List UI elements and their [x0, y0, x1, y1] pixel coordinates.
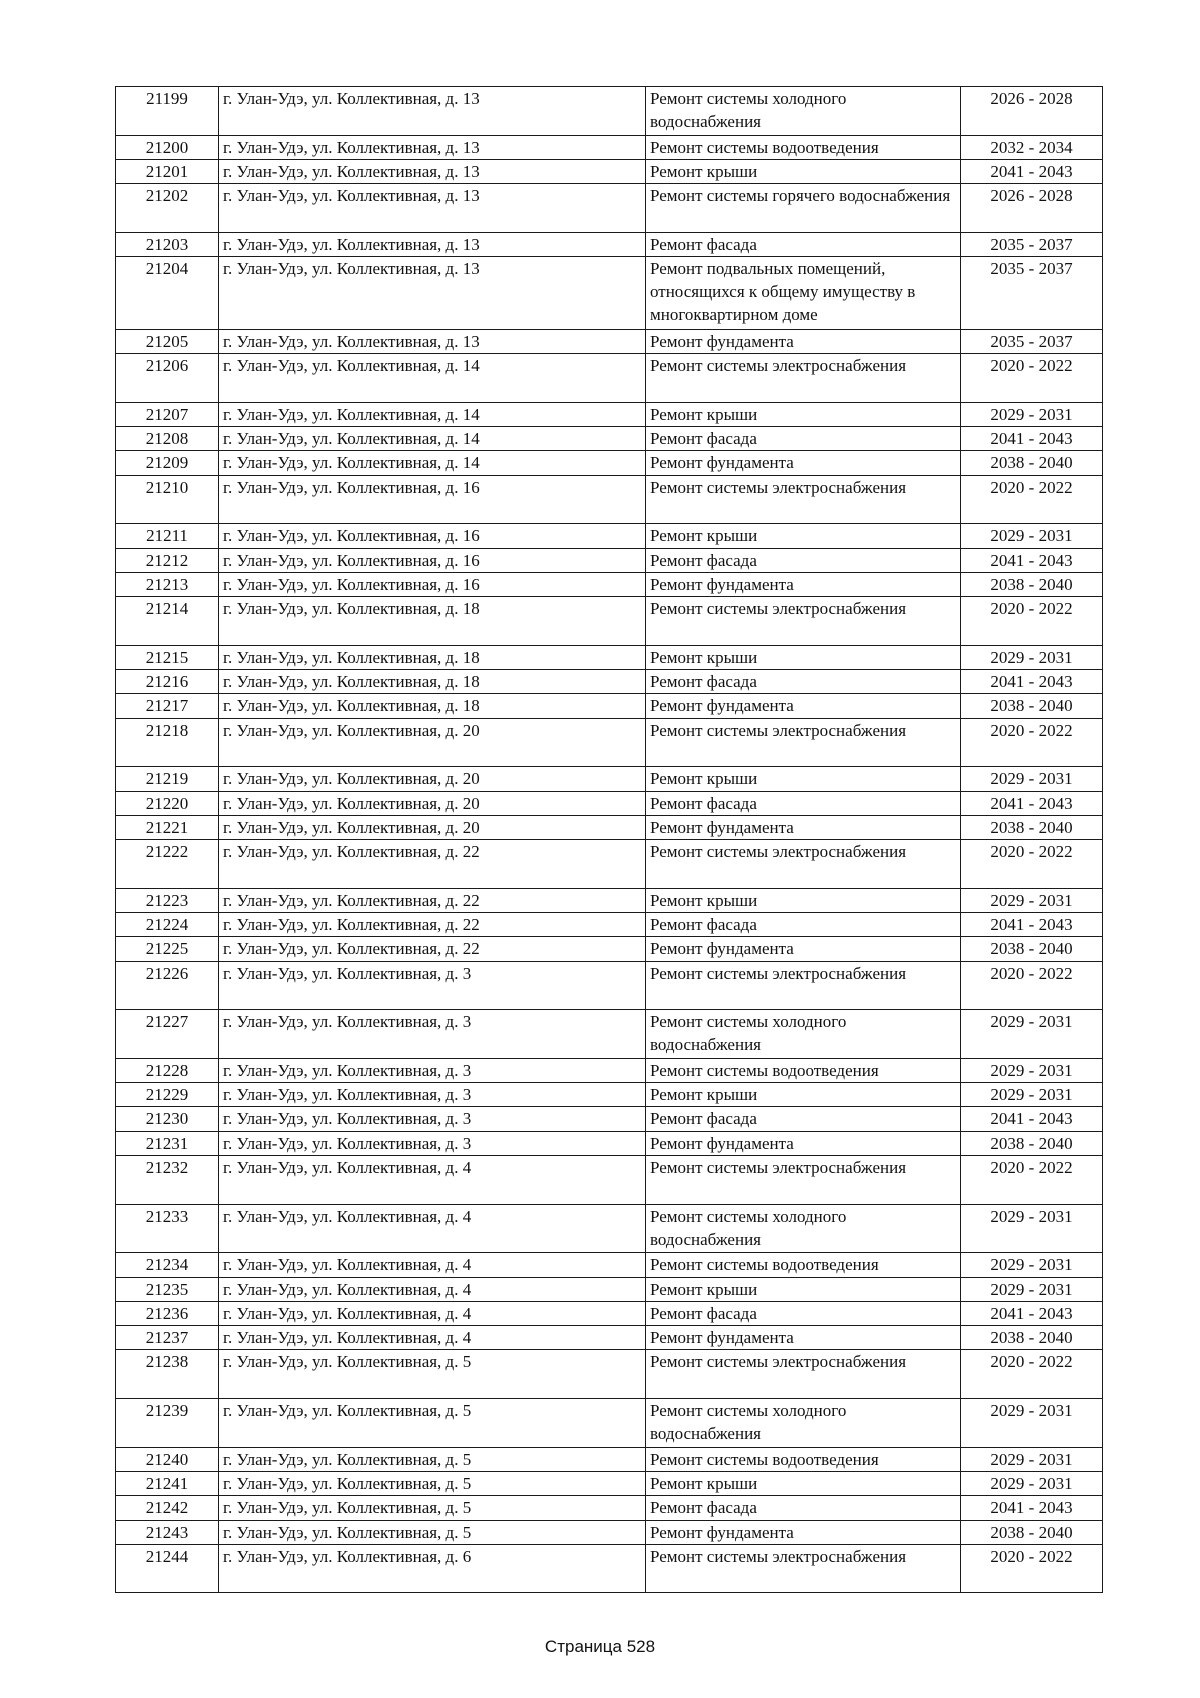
row-number: 21214 — [116, 597, 219, 646]
row-address: г. Улан-Удэ, ул. Коллективная, д. 4 — [219, 1301, 646, 1325]
row-address: г. Улан-Удэ, ул. Коллективная, д. 14 — [219, 402, 646, 426]
row-work-type: Ремонт фундамента — [646, 1326, 961, 1350]
row-number: 21218 — [116, 718, 219, 767]
row-work-type: Ремонт системы горячего водоснабжения — [646, 184, 961, 233]
row-work-type: Ремонт фундамента — [646, 1520, 961, 1544]
row-number: 21228 — [116, 1058, 219, 1082]
table-row — [116, 913, 1103, 937]
row-work-type: Ремонт крыши — [646, 1277, 961, 1301]
row-address: г. Улан-Удэ, ул. Коллективная, д. 16 — [219, 524, 646, 548]
table-row — [116, 937, 1103, 961]
row-work-type: Ремонт подвальных помещений, относящихся к общему имуществу в многоквартирном доме — [646, 257, 961, 330]
row-period: 2029 - 2031 — [961, 767, 1103, 791]
row-number: 21207 — [116, 402, 219, 426]
row-work-type: Ремонт системы водоотведения — [646, 1447, 961, 1471]
row-number: 21225 — [116, 937, 219, 961]
row-work-type: Ремонт фундамента — [646, 572, 961, 596]
table-row — [116, 1399, 1103, 1448]
table-row — [116, 427, 1103, 451]
row-number: 21221 — [116, 815, 219, 839]
row-number: 21234 — [116, 1253, 219, 1277]
row-work-type: Ремонт фасада — [646, 232, 961, 256]
table-row — [116, 670, 1103, 694]
row-number: 21237 — [116, 1326, 219, 1350]
row-number: 21199 — [116, 87, 219, 136]
row-address: г. Улан-Удэ, ул. Коллективная, д. 20 — [219, 767, 646, 791]
table-row — [116, 1010, 1103, 1059]
row-work-type: Ремонт крыши — [646, 159, 961, 183]
table-row — [116, 645, 1103, 669]
table-row — [116, 1544, 1103, 1593]
row-period: 2038 - 2040 — [961, 694, 1103, 718]
row-address: г. Улан-Удэ, ул. Коллективная, д. 5 — [219, 1350, 646, 1399]
row-number: 21243 — [116, 1520, 219, 1544]
row-address: г. Улан-Удэ, ул. Коллективная, д. 5 — [219, 1520, 646, 1544]
table-row — [116, 159, 1103, 183]
row-period: 2020 - 2022 — [961, 840, 1103, 889]
table-row — [116, 402, 1103, 426]
row-number: 21200 — [116, 135, 219, 159]
row-work-type: Ремонт крыши — [646, 767, 961, 791]
row-work-type: Ремонт крыши — [646, 1083, 961, 1107]
row-address: г. Улан-Удэ, ул. Коллективная, д. 5 — [219, 1399, 646, 1448]
table-row — [116, 1058, 1103, 1082]
row-number: 21240 — [116, 1447, 219, 1471]
row-work-type: Ремонт системы водоотведения — [646, 1253, 961, 1277]
row-period: 2029 - 2031 — [961, 1010, 1103, 1059]
row-address: г. Улан-Удэ, ул. Коллективная, д. 14 — [219, 451, 646, 475]
table-row — [116, 524, 1103, 548]
table-row — [116, 1253, 1103, 1277]
table-row — [116, 1447, 1103, 1471]
row-work-type: Ремонт фасада — [646, 427, 961, 451]
row-number: 21222 — [116, 840, 219, 889]
row-period: 2029 - 2031 — [961, 888, 1103, 912]
row-number: 21223 — [116, 888, 219, 912]
row-period: 2041 - 2043 — [961, 1496, 1103, 1520]
row-number: 21231 — [116, 1131, 219, 1155]
row-address: г. Улан-Удэ, ул. Коллективная, д. 3 — [219, 1083, 646, 1107]
row-address: г. Улан-Удэ, ул. Коллективная, д. 13 — [219, 257, 646, 330]
row-work-type: Ремонт крыши — [646, 888, 961, 912]
row-number: 21205 — [116, 329, 219, 353]
row-work-type: Ремонт крыши — [646, 645, 961, 669]
row-number: 21213 — [116, 572, 219, 596]
row-period: 2029 - 2031 — [961, 1399, 1103, 1448]
row-period: 2029 - 2031 — [961, 1277, 1103, 1301]
row-address: г. Улан-Удэ, ул. Коллективная, д. 13 — [219, 329, 646, 353]
row-work-type: Ремонт системы холодного водоснабжения — [646, 1204, 961, 1253]
row-number: 21201 — [116, 159, 219, 183]
row-address: г. Улан-Удэ, ул. Коллективная, д. 13 — [219, 184, 646, 233]
row-address: г. Улан-Удэ, ул. Коллективная, д. 20 — [219, 718, 646, 767]
row-work-type: Ремонт системы электроснабжения — [646, 475, 961, 524]
row-work-type: Ремонт системы электроснабжения — [646, 1156, 961, 1205]
row-number: 21242 — [116, 1496, 219, 1520]
row-number: 21210 — [116, 475, 219, 524]
row-period: 2029 - 2031 — [961, 1253, 1103, 1277]
row-work-type: Ремонт системы холодного водоснабжения — [646, 1010, 961, 1059]
row-address: г. Улан-Удэ, ул. Коллективная, д. 18 — [219, 694, 646, 718]
table-row — [116, 840, 1103, 889]
table-row — [116, 1277, 1103, 1301]
row-work-type: Ремонт системы водоотведения — [646, 135, 961, 159]
row-number: 21227 — [116, 1010, 219, 1059]
row-address: г. Улан-Удэ, ул. Коллективная, д. 6 — [219, 1544, 646, 1593]
row-address: г. Улан-Удэ, ул. Коллективная, д. 4 — [219, 1204, 646, 1253]
row-address: г. Улан-Удэ, ул. Коллективная, д. 3 — [219, 961, 646, 1010]
row-address: г. Улан-Удэ, ул. Коллективная, д. 20 — [219, 815, 646, 839]
row-number: 21236 — [116, 1301, 219, 1325]
table-row — [116, 232, 1103, 256]
row-work-type: Ремонт фасада — [646, 791, 961, 815]
row-work-type: Ремонт фундамента — [646, 1131, 961, 1155]
row-period: 2020 - 2022 — [961, 354, 1103, 403]
row-address: г. Улан-Удэ, ул. Коллективная, д. 14 — [219, 427, 646, 451]
row-work-type: Ремонт крыши — [646, 402, 961, 426]
row-period: 2041 - 2043 — [961, 548, 1103, 572]
row-address: г. Улан-Удэ, ул. Коллективная, д. 4 — [219, 1326, 646, 1350]
table-row — [116, 1083, 1103, 1107]
row-period: 2020 - 2022 — [961, 475, 1103, 524]
row-address: г. Улан-Удэ, ул. Коллективная, д. 18 — [219, 597, 646, 646]
table-row — [116, 1520, 1103, 1544]
row-work-type: Ремонт фасада — [646, 1496, 961, 1520]
row-number: 21232 — [116, 1156, 219, 1205]
row-number: 21244 — [116, 1544, 219, 1593]
table-body — [116, 87, 1103, 1593]
table-row — [116, 718, 1103, 767]
row-address: г. Улан-Удэ, ул. Коллективная, д. 22 — [219, 937, 646, 961]
row-number: 21203 — [116, 232, 219, 256]
row-period: 2035 - 2037 — [961, 329, 1103, 353]
row-address: г. Улан-Удэ, ул. Коллективная, д. 18 — [219, 670, 646, 694]
row-period: 2038 - 2040 — [961, 572, 1103, 596]
row-address: г. Улан-Удэ, ул. Коллективная, д. 16 — [219, 548, 646, 572]
row-period: 2029 - 2031 — [961, 1447, 1103, 1471]
row-number: 21226 — [116, 961, 219, 1010]
row-address: г. Улан-Удэ, ул. Коллективная, д. 14 — [219, 354, 646, 403]
row-number: 21211 — [116, 524, 219, 548]
row-number: 21233 — [116, 1204, 219, 1253]
row-work-type: Ремонт фасада — [646, 1301, 961, 1325]
row-work-type: Ремонт системы холодного водоснабжения — [646, 87, 961, 136]
row-work-type: Ремонт системы электроснабжения — [646, 1350, 961, 1399]
table-row — [116, 961, 1103, 1010]
row-work-type: Ремонт системы холодного водоснабжения — [646, 1399, 961, 1448]
row-work-type: Ремонт фундамента — [646, 815, 961, 839]
row-period: 2026 - 2028 — [961, 87, 1103, 136]
row-work-type: Ремонт системы водоотведения — [646, 1058, 961, 1082]
row-address: г. Улан-Удэ, ул. Коллективная, д. 4 — [219, 1277, 646, 1301]
row-address: г. Улан-Удэ, ул. Коллективная, д. 5 — [219, 1447, 646, 1471]
table-row — [116, 1156, 1103, 1205]
row-work-type: Ремонт крыши — [646, 1471, 961, 1495]
row-work-type: Ремонт фундамента — [646, 329, 961, 353]
table-row — [116, 1131, 1103, 1155]
table-row — [116, 257, 1103, 330]
row-number: 21208 — [116, 427, 219, 451]
row-period: 2029 - 2031 — [961, 1083, 1103, 1107]
row-period: 2038 - 2040 — [961, 1520, 1103, 1544]
row-period: 2038 - 2040 — [961, 815, 1103, 839]
row-work-type: Ремонт фасада — [646, 913, 961, 937]
table-row — [116, 1301, 1103, 1325]
table-row — [116, 475, 1103, 524]
row-address: г. Улан-Удэ, ул. Коллективная, д. 16 — [219, 572, 646, 596]
row-work-type: Ремонт фасада — [646, 1107, 961, 1131]
row-period: 2029 - 2031 — [961, 1471, 1103, 1495]
row-period: 2041 - 2043 — [961, 159, 1103, 183]
row-number: 21202 — [116, 184, 219, 233]
row-address: г. Улан-Удэ, ул. Коллективная, д. 4 — [219, 1156, 646, 1205]
table-row — [116, 1496, 1103, 1520]
row-period: 2032 - 2034 — [961, 135, 1103, 159]
table-row — [116, 1107, 1103, 1131]
table-row — [116, 87, 1103, 136]
row-number: 21217 — [116, 694, 219, 718]
row-work-type: Ремонт фундамента — [646, 937, 961, 961]
row-period: 2029 - 2031 — [961, 1204, 1103, 1253]
row-period: 2038 - 2040 — [961, 1131, 1103, 1155]
row-work-type: Ремонт фасада — [646, 670, 961, 694]
row-address: г. Улан-Удэ, ул. Коллективная, д. 4 — [219, 1253, 646, 1277]
row-work-type: Ремонт системы электроснабжения — [646, 1544, 961, 1593]
row-number: 21216 — [116, 670, 219, 694]
row-address: г. Улан-Удэ, ул. Коллективная, д. 18 — [219, 645, 646, 669]
row-address: г. Улан-Удэ, ул. Коллективная, д. 22 — [219, 888, 646, 912]
row-period: 2041 - 2043 — [961, 1301, 1103, 1325]
row-number: 21239 — [116, 1399, 219, 1448]
row-work-type: Ремонт крыши — [646, 524, 961, 548]
row-address: г. Улан-Удэ, ул. Коллективная, д. 5 — [219, 1471, 646, 1495]
row-period: 2041 - 2043 — [961, 670, 1103, 694]
row-number: 21220 — [116, 791, 219, 815]
table-row — [116, 767, 1103, 791]
table-row — [116, 597, 1103, 646]
row-address: г. Улан-Удэ, ул. Коллективная, д. 22 — [219, 913, 646, 937]
row-address: г. Улан-Удэ, ул. Коллективная, д. 5 — [219, 1496, 646, 1520]
table-row — [116, 135, 1103, 159]
repair-schedule-table — [115, 86, 1103, 1593]
table-row — [116, 888, 1103, 912]
table-row — [116, 1471, 1103, 1495]
table-row — [116, 572, 1103, 596]
row-period: 2038 - 2040 — [961, 937, 1103, 961]
row-address: г. Улан-Удэ, ул. Коллективная, д. 3 — [219, 1131, 646, 1155]
row-number: 21215 — [116, 645, 219, 669]
row-number: 21209 — [116, 451, 219, 475]
row-address: г. Улан-Удэ, ул. Коллективная, д. 13 — [219, 232, 646, 256]
row-period: 2041 - 2043 — [961, 427, 1103, 451]
table-row — [116, 1350, 1103, 1399]
row-work-type: Ремонт системы электроснабжения — [646, 354, 961, 403]
row-period: 2035 - 2037 — [961, 232, 1103, 256]
row-address: г. Улан-Удэ, ул. Коллективная, д. 16 — [219, 475, 646, 524]
row-period: 2029 - 2031 — [961, 402, 1103, 426]
row-number: 21241 — [116, 1471, 219, 1495]
table-row — [116, 694, 1103, 718]
table-row — [116, 329, 1103, 353]
page-number: Страница 528 — [544, 1637, 656, 1656]
row-address: г. Улан-Удэ, ул. Коллективная, д. 13 — [219, 135, 646, 159]
row-number: 21229 — [116, 1083, 219, 1107]
row-address: г. Улан-Удэ, ул. Коллективная, д. 13 — [219, 87, 646, 136]
row-work-type: Ремонт системы электроснабжения — [646, 597, 961, 646]
row-period: 2041 - 2043 — [961, 1107, 1103, 1131]
table-row — [116, 184, 1103, 233]
table-row — [116, 791, 1103, 815]
row-number: 21204 — [116, 257, 219, 330]
row-period: 2035 - 2037 — [961, 257, 1103, 330]
row-work-type: Ремонт системы электроснабжения — [646, 840, 961, 889]
row-period: 2020 - 2022 — [961, 1156, 1103, 1205]
row-address: г. Улан-Удэ, ул. Коллективная, д. 3 — [219, 1058, 646, 1082]
row-number: 21235 — [116, 1277, 219, 1301]
row-period: 2020 - 2022 — [961, 597, 1103, 646]
table-row — [116, 1326, 1103, 1350]
row-number: 21230 — [116, 1107, 219, 1131]
row-period: 2020 - 2022 — [961, 718, 1103, 767]
table-row — [116, 548, 1103, 572]
row-number: 21224 — [116, 913, 219, 937]
row-address: г. Улан-Удэ, ул. Коллективная, д. 3 — [219, 1107, 646, 1131]
row-work-type: Ремонт фундамента — [646, 694, 961, 718]
row-period: 2020 - 2022 — [961, 1350, 1103, 1399]
table-row — [116, 451, 1103, 475]
row-address: г. Улан-Удэ, ул. Коллективная, д. 20 — [219, 791, 646, 815]
row-period: 2041 - 2043 — [961, 791, 1103, 815]
row-number: 21206 — [116, 354, 219, 403]
row-number: 21219 — [116, 767, 219, 791]
row-period: 2038 - 2040 — [961, 1326, 1103, 1350]
table-row — [116, 815, 1103, 839]
row-address: г. Улан-Удэ, ул. Коллективная, д. 22 — [219, 840, 646, 889]
table-row — [116, 354, 1103, 403]
row-work-type: Ремонт системы электроснабжения — [646, 961, 961, 1010]
row-address: г. Улан-Удэ, ул. Коллективная, д. 3 — [219, 1010, 646, 1059]
row-period: 2029 - 2031 — [961, 1058, 1103, 1082]
row-number: 21238 — [116, 1350, 219, 1399]
row-address: г. Улан-Удэ, ул. Коллективная, д. 13 — [219, 159, 646, 183]
row-period: 2020 - 2022 — [961, 1544, 1103, 1593]
row-period: 2041 - 2043 — [961, 913, 1103, 937]
row-period: 2038 - 2040 — [961, 451, 1103, 475]
row-work-type: Ремонт фасада — [646, 548, 961, 572]
table-row — [116, 1204, 1103, 1253]
row-period: 2026 - 2028 — [961, 184, 1103, 233]
row-number: 21212 — [116, 548, 219, 572]
row-period: 2020 - 2022 — [961, 961, 1103, 1010]
row-work-type: Ремонт фундамента — [646, 451, 961, 475]
row-period: 2029 - 2031 — [961, 524, 1103, 548]
row-period: 2029 - 2031 — [961, 645, 1103, 669]
row-work-type: Ремонт системы электроснабжения — [646, 718, 961, 767]
